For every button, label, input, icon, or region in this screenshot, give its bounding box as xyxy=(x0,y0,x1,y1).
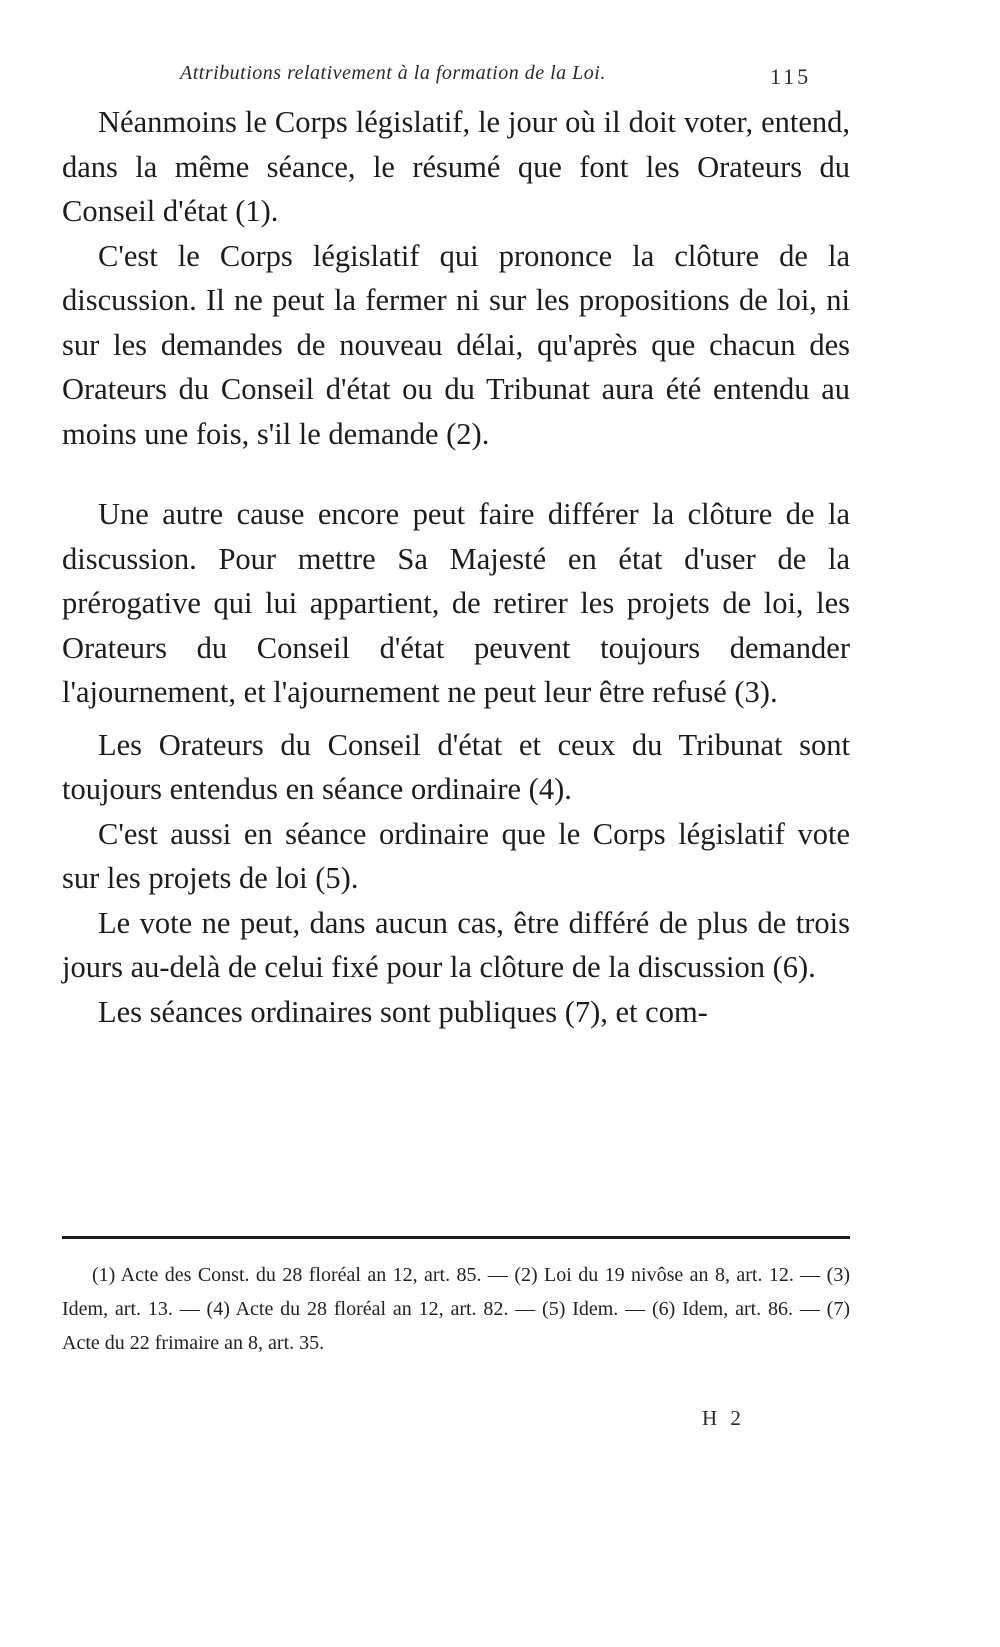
paragraph-7: Les séances ordinaires sont publiques (7), et com- xyxy=(98,994,708,1029)
paragraph-5: C'est aussi en séance ordinaire que le Corps législatif vote sur les projets de loi (5). xyxy=(62,816,850,895)
running-head: Attributions relativement à la formation de la Loi. xyxy=(180,62,606,84)
paragraph-3: Une autre cause encore peut faire différer la clôture de la discussion. Pour mettre Sa Majesté en état d'user de la prérogative qui lui appartient, de retirer les projets de loi, les Orateurs du Conseil d'état peuvent toujours demander l'ajournement, et l'ajournement ne peut leur être refusé (3). xyxy=(62,497,850,709)
paragraph-6: Le vote ne peut, dans aucun cas, être différé de plus de trois jours au-delà de celui fixé pour la clôture de la discussion (6). xyxy=(62,905,850,984)
footnotes: (1) Acte des Const. du 28 floréal an 12, art. 85. — (2) Loi du 19 nivôse an 8, art. 12. — (3) Idem, art. 13. — (4) Acte du 28 floréal an 12, art. 82. — (5) Idem. — (6) Idem, art. 86. — (7) Acte du 22 frimaire an 8, art. 35. xyxy=(62,1264,850,1354)
page-number: 115 xyxy=(770,64,812,89)
paragraph-2: C'est le Corps législatif qui prononce la clôture de la discussion. Il ne peut la fermer ni sur les propositions de loi, ni sur les demandes de nouveau délai, qu'après que chacun des Orateurs du Conseil d'état ou du Tribunat aura été entendu au moins une fois, s'il le demande (2). xyxy=(62,238,850,451)
signature-mark: H 2 xyxy=(702,1406,745,1430)
paragraph-1: Néanmoins le Corps législatif, le jour où il doit voter, entend, dans la même séance, le résumé que font les Orateurs du Conseil d'état (1). xyxy=(62,105,850,228)
footnote-rule xyxy=(62,1236,850,1239)
body-text xyxy=(62,100,850,1034)
paragraph-4: Les Orateurs du Conseil d'état et ceux du Tribunat sont toujours entendus en séance ordinaire (4). xyxy=(62,727,850,806)
